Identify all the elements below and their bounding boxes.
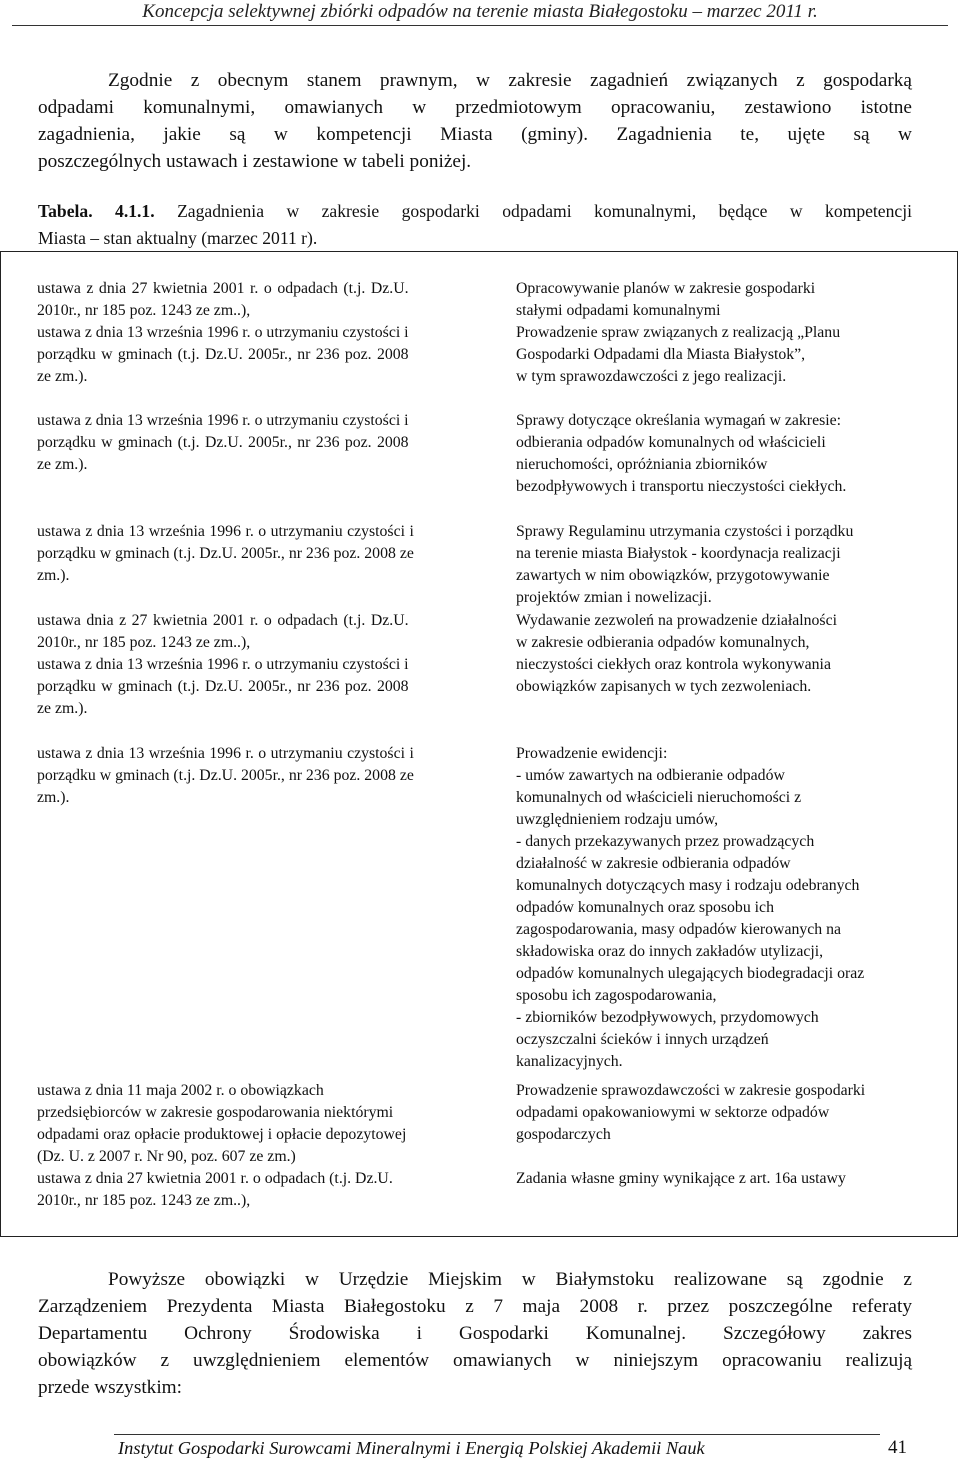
law-line: ustawa z dnia 13 września 1996 r. o utrzymaniu czystości i <box>37 324 409 341</box>
task-line: - umów zawartych na odbieranie odpadów <box>516 767 785 784</box>
task-line: komunalnych dotyczących masy i rodzaju odebranych <box>516 877 860 894</box>
footer-rule <box>114 1434 880 1435</box>
task-line: Opracowywanie planów w zakresie gospodarki <box>516 280 816 297</box>
law-line: ustawa z dnia 27 kwietnia 2001 r. o odpadach (t.j. Dz.U. <box>37 1170 393 1187</box>
outro-line: obowiązków z uwzględnieniem elementów omawianych w niniejszym opracowaniu realizują <box>38 1350 912 1371</box>
intro-line: Zgodnie z obecnym stanem prawnym, w zakresie zagadnień związanych z gospodarką <box>108 70 912 91</box>
law-cell <box>37 521 414 587</box>
intro-paragraph <box>38 67 912 175</box>
table-caption <box>38 198 912 252</box>
task-line: Wydawanie zezwoleń na prowadzenie działalności <box>516 612 837 629</box>
law-line: ustawa dnia z 27 kwietnia 2001 r. o odpadach (t.j. Dz.U. <box>37 612 409 629</box>
task-line: gospodarczych <box>516 1126 611 1143</box>
law-line: przedsiębiorców w zakresie gospodarowania niektórymi <box>37 1104 394 1121</box>
outro-line: przede wszystkim: <box>38 1377 183 1398</box>
task-line: Prowadzenie ewidencji: <box>516 745 668 762</box>
task-line: Zadania własne gminy wynikające z art. 16a ustawy <box>516 1170 846 1187</box>
law-cell <box>37 610 409 720</box>
law-line: zm.). <box>37 567 70 584</box>
law-cell <box>37 743 414 809</box>
task-line: odpadami opakowaniowymi w sektorze odpadów <box>516 1104 830 1121</box>
task-line: w tym sprawozdawczości z jego realizacji. <box>516 368 787 385</box>
task-line: działalność w zakresie odbierania odpadów <box>516 855 791 872</box>
task-line: zagospodarowania, masy odpadów kierowanych na <box>516 921 842 938</box>
law-line: ustawa z dnia 13 września 1996 r. o utrzymaniu czystości i <box>37 656 409 673</box>
running-header <box>0 0 960 34</box>
law-cell <box>37 278 409 388</box>
law-cell <box>37 1080 406 1168</box>
law-line: porządku w gminach (t.j. Dz.U. 2005r., nr 236 poz. 2008 ze <box>37 545 414 562</box>
law-line: ze zm.). <box>37 368 88 385</box>
footer-institution: Instytut Gospodarki Surowcami Mineralnymi i Energią Polskiej Akademii Nauk <box>118 1438 705 1458</box>
law-line: ze zm.). <box>37 456 88 473</box>
task-line: w zakresie odbierania odpadów komunalnych, <box>516 634 810 651</box>
outro-line: Zarządzeniem Prezydenta Miasta Białegostoku z 7 maja 2008 r. przez poszczególne referaty <box>38 1296 912 1317</box>
task-cell <box>516 410 846 498</box>
law-line: ustawa z dnia 13 września 1996 r. o utrzymaniu czystości i <box>37 523 414 540</box>
law-cell <box>37 410 409 476</box>
law-line: porządku w gminach (t.j. Dz.U. 2005r., nr 236 poz. 2008 <box>37 346 409 363</box>
task-line: stałymi odpadami komunalnymi <box>516 302 721 319</box>
task-line: Prowadzenie spraw związanych z realizacją „Planu <box>516 324 841 341</box>
page-number: 41 <box>888 1437 907 1458</box>
outro-line: Departamentu Ochrony Środowiska i Gospodarki Komunalnej. Szczegółowy zakres <box>38 1323 912 1344</box>
law-line: 2010r., nr 185 poz. 1243 ze zm..), <box>37 1192 251 1209</box>
intro-line: poszczególnych ustawach i zestawione w tabeli poniżej. <box>38 151 472 172</box>
task-line: składowiska oraz do innych zakładów utylizacji, <box>516 943 824 960</box>
task-line: nieruchomości, opróżniania zbiorników <box>516 456 768 473</box>
header-title: Koncepcja selektywnej zbiórki odpadów na terenie miasta Białegostoku – marzec 2011 r. <box>142 1 818 22</box>
task-line: kanalizacyjnych. <box>516 1053 623 1070</box>
task-line: uwzględnieniem rodzaju umów, <box>516 811 719 828</box>
law-line: ze zm.). <box>37 700 88 717</box>
intro-line: zagadnienia, jakie są w kompetencji Miasta (gminy). Zagadnienia te, ujęte są w <box>38 124 912 145</box>
law-line: ustawa z dnia 13 września 1996 r. o utrzymaniu czystości i <box>37 745 414 762</box>
law-line: porządku w gminach (t.j. Dz.U. 2005r., nr 236 poz. 2008 ze <box>37 767 414 784</box>
task-line: obowiązków zapisanych w tych zezwoleniach. <box>516 678 812 695</box>
task-line: bezodpływowych i transportu nieczystości ciekłych. <box>516 478 847 495</box>
task-line: - zbiorników bezodpływowych, przydomowych <box>516 1009 819 1026</box>
law-line: zm.). <box>37 789 70 806</box>
task-line: Gospodarki Odpadami dla Miasta Białystok”, <box>516 346 806 363</box>
law-line: porządku w gminach (t.j. Dz.U. 2005r., nr 236 poz. 2008 <box>37 434 409 451</box>
task-line: komunalnych od właścicieli nieruchomości z <box>516 789 802 806</box>
table-label: Tabela. 4.1.1. <box>38 201 155 221</box>
law-line: ustawa z dnia 13 września 1996 r. o utrzymaniu czystości i <box>37 412 409 429</box>
task-line: Sprawy dotyczące określania wymagań w zakresie: <box>516 412 842 429</box>
task-line: projektów zmian i nowelizacji. <box>516 589 712 606</box>
task-cell <box>516 610 837 698</box>
caption-line: Tabela. 4.1.1. Zagadnienia w zakresie gospodarki odpadami komunalnymi, będące w kompetencji <box>38 201 912 221</box>
task-cell <box>516 278 840 388</box>
law-cell <box>37 1168 393 1212</box>
task-line: nieczystości ciekłych oraz kontrola wykonywania <box>516 656 831 673</box>
task-line: odbierania odpadów komunalnych od właścicieli <box>516 434 826 451</box>
law-line: odpadami oraz opłacie produktowej i opłacie depozytowej <box>37 1126 407 1143</box>
task-line: oczyszczalni ścieków i innych urządzeń <box>516 1031 769 1048</box>
law-line: (Dz. U. z 2007 r. Nr 90, poz. 607 ze zm.) <box>37 1148 296 1165</box>
law-line: ustawa z dnia 11 maja 2002 r. o obowiązkach <box>37 1082 324 1099</box>
task-line: odpadów komunalnych oraz sposobu ich <box>516 899 774 916</box>
outro-line: Powyższe obowiązki w Urzędzie Miejskim w Białymstoku realizowane są zgodnie z <box>108 1269 912 1290</box>
law-line: porządku w gminach (t.j. Dz.U. 2005r., nr 236 poz. 2008 <box>37 678 409 695</box>
task-cell <box>516 1168 846 1190</box>
task-line: zawartych w nim obowiązków, przygotowywanie <box>516 567 830 584</box>
task-line: Sprawy Regulaminu utrzymania czystości i porządku <box>516 523 854 540</box>
law-line: 2010r., nr 185 poz. 1243 ze zm..), <box>37 634 251 651</box>
law-line: 2010r., nr 185 poz. 1243 ze zm..), <box>37 302 251 319</box>
task-cell <box>516 1080 865 1146</box>
task-line: na terenie miasta Białystok - koordynacja realizacji <box>516 545 841 562</box>
intro-line: odpadami komunalnymi, omawianych w przedmiotowym opracowaniu, zestawiono istotne <box>38 97 912 118</box>
header-rule <box>12 25 948 26</box>
task-line: odpadów komunalnych ulegających biodegradacji oraz <box>516 965 865 982</box>
law-line: ustawa z dnia 27 kwietnia 2001 r. o odpadach (t.j. Dz.U. <box>37 280 409 297</box>
task-line: sposobu ich zagospodarowania, <box>516 987 717 1004</box>
task-line: Prowadzenie sprawozdawczości w zakresie gospodarki <box>516 1082 866 1099</box>
task-line: - danych przekazywanych przez prowadzących <box>516 833 815 850</box>
outro-paragraph <box>38 1266 912 1401</box>
task-cell <box>516 743 864 1073</box>
caption-line: Miasta – stan aktualny (marzec 2011 r). <box>38 228 318 248</box>
task-cell <box>516 521 853 609</box>
